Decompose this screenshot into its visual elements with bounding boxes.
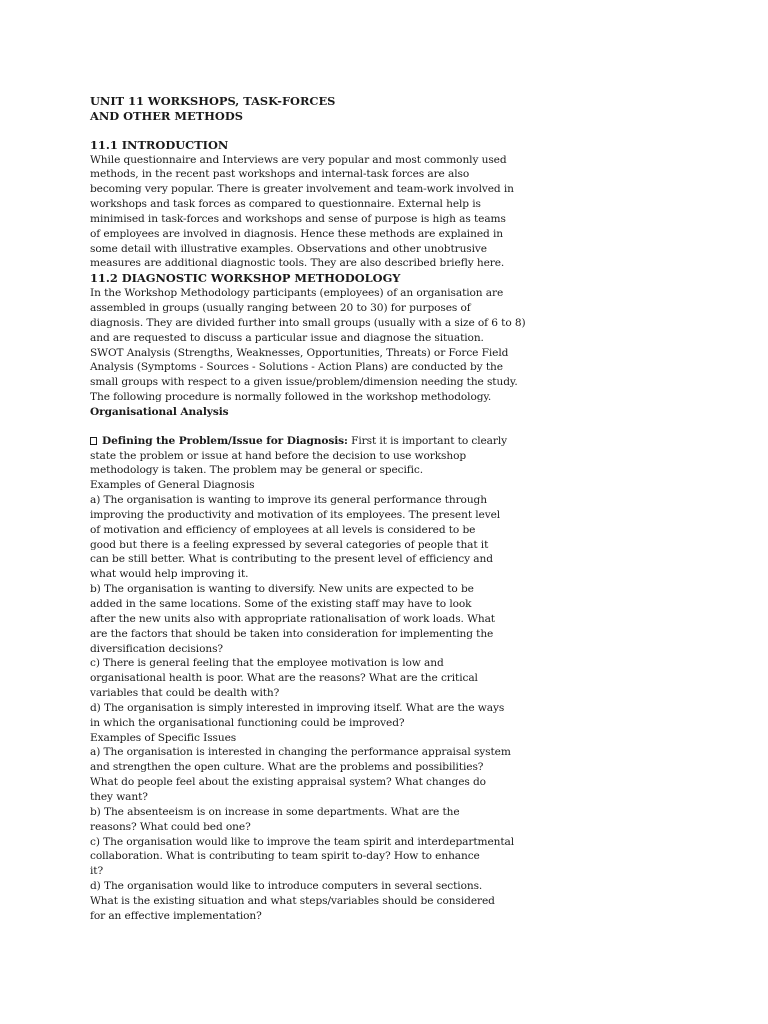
text-line: small groups with respect to a given issue/problem/dimension needing the study.: [90, 376, 518, 389]
text-line: becoming very popular. There is greater involvement and team-work involved in: [90, 183, 514, 196]
general-diagnosis-heading: Examples of General Diagnosis: [90, 479, 255, 492]
intro-heading: 11.1 INTRODUCTION: [90, 137, 229, 152]
text-line: a) The organisation is interested in changing the performance appraisal system: [90, 746, 511, 759]
text-line: of motivation and efficiency of employees at all levels is considered to be: [90, 523, 476, 536]
text-line: In the Workshop Methodology participants (employees) of an organisation are: [90, 287, 504, 300]
spacer: [90, 124, 520, 138]
text-line: variables that could be dealth with?: [90, 687, 280, 700]
text-line: they want?: [90, 790, 148, 803]
text-line: what would help improving it.: [90, 568, 249, 581]
text-line: assembled in groups (usually ranging between 20 to 30) for purposes of: [90, 301, 471, 314]
text-line: diversification decisions?: [90, 642, 223, 655]
text-line: What do people feel about the existing appraisal system? What changes do: [90, 776, 486, 789]
text-line: b) The absenteeism is on increase in some departments. What are the: [90, 805, 460, 818]
spacer: [90, 420, 520, 434]
text-line: collaboration. What is contributing to team spirit to-day? How to enhance: [90, 850, 480, 863]
text-line: Analysis (Symptoms - Sources - Solutions - Action Plans) are conducted by the: [90, 361, 503, 374]
text-line: after the new units also with appropriate rationalisation of work loads. What: [90, 612, 495, 625]
text-line: are the factors that should be taken into consideration for implementing the: [90, 627, 494, 640]
text-line: c) There is general feeling that the employee motivation is low and: [90, 657, 444, 670]
document-page: [90, 94, 526, 924]
text-line: organisational health is poor. What are the reasons? What are the critical: [90, 672, 478, 685]
text-line: b) The organisation is wanting to diversify. New units are expected to be: [90, 583, 474, 596]
text-line: d) The organisation is simply interested in improving itself. What are the ways: [90, 701, 505, 714]
unit-title-line-2: AND OTHER METHODS: [90, 108, 243, 123]
defining-problem-first-line: [90, 434, 520, 449]
text-line: diagnosis. They are divided further into small groups (usually with a size of 6 to 8): [90, 316, 526, 329]
text-line: in which the organisational functioning could be improved?: [90, 716, 405, 729]
text-line: and are requested to discuss a particular issue and diagnose the situation.: [90, 331, 484, 344]
text-line: methods, in the recent past workshops and internal-task forces are also: [90, 168, 470, 181]
text-line: some detail with illustrative examples. Observations and other unobtrusive: [90, 242, 487, 255]
text-line: it?: [90, 865, 104, 878]
text-line: of employees are involved in diagnosis. Hence these methods are explained in: [90, 227, 503, 240]
text-line: d) The organisation would like to introduce computers in several sections.: [90, 880, 483, 893]
defining-problem-rest: First it is important to clearly: [347, 434, 508, 447]
text-line: c) The organisation would like to improve the team spirit and interdepartmental: [90, 835, 515, 848]
text-line: methodology is taken. The problem may be general or specific.: [90, 464, 423, 477]
text-line: minimised in task-forces and workshops and sense of purpose is high as teams: [90, 212, 506, 225]
text-line: a) The organisation is wanting to improve its general performance through: [90, 494, 487, 507]
workshop-heading: 11.2 DIAGNOSTIC WORKSHOP METHODOLOGY: [90, 271, 401, 286]
text-line: and strengthen the open culture. What are the problems and possibilities?: [90, 761, 484, 774]
text-line: reasons? What could bed one?: [90, 820, 251, 833]
defining-paragraph: [90, 449, 520, 479]
text-line: While questionnaire and Interviews are very popular and most commonly used: [90, 153, 507, 166]
text-line: good but there is a feeling expressed by several categories of people that it: [90, 538, 489, 551]
text-line: for an effective implementation?: [90, 909, 262, 922]
text-line: state the problem or issue at hand before the decision to use workshop: [90, 449, 467, 462]
organisational-analysis-heading: Organisational Analysis: [90, 405, 229, 418]
text-line: SWOT Analysis (Strengths, Weaknesses, Opportunities, Threats) or Force Field: [90, 346, 509, 359]
general-examples: [90, 493, 520, 731]
text-line: measures are additional diagnostic tools. They are also described briefly here.: [90, 257, 505, 270]
text-line: improving the productivity and motivation of its employees. The present level: [90, 508, 501, 521]
text-line: workshops and task forces as compared to questionnaire. External help is: [90, 198, 481, 211]
text-line: can be still better. What is contributing to the present level of efficiency and: [90, 553, 493, 566]
text-line: What is the existing situation and what steps/variables should be considered: [90, 894, 495, 907]
specific-examples: [90, 745, 520, 923]
specific-issues-heading: Examples of Specific Issues: [90, 731, 237, 744]
unit-title-line-1: UNIT 11 WORKSHOPS, TASK-FORCES: [90, 94, 336, 108]
text-line: The following procedure is normally followed in the workshop methodology.: [90, 391, 492, 404]
workshop-paragraph: [90, 286, 526, 405]
intro-paragraph: [90, 153, 520, 272]
text-line: added in the same locations. Some of the existing staff may have to look: [90, 598, 472, 610]
defining-problem-lead: Defining the Problem/Issue for Diagnosis:: [102, 434, 348, 447]
checkbox-bullet-icon: [90, 437, 97, 445]
